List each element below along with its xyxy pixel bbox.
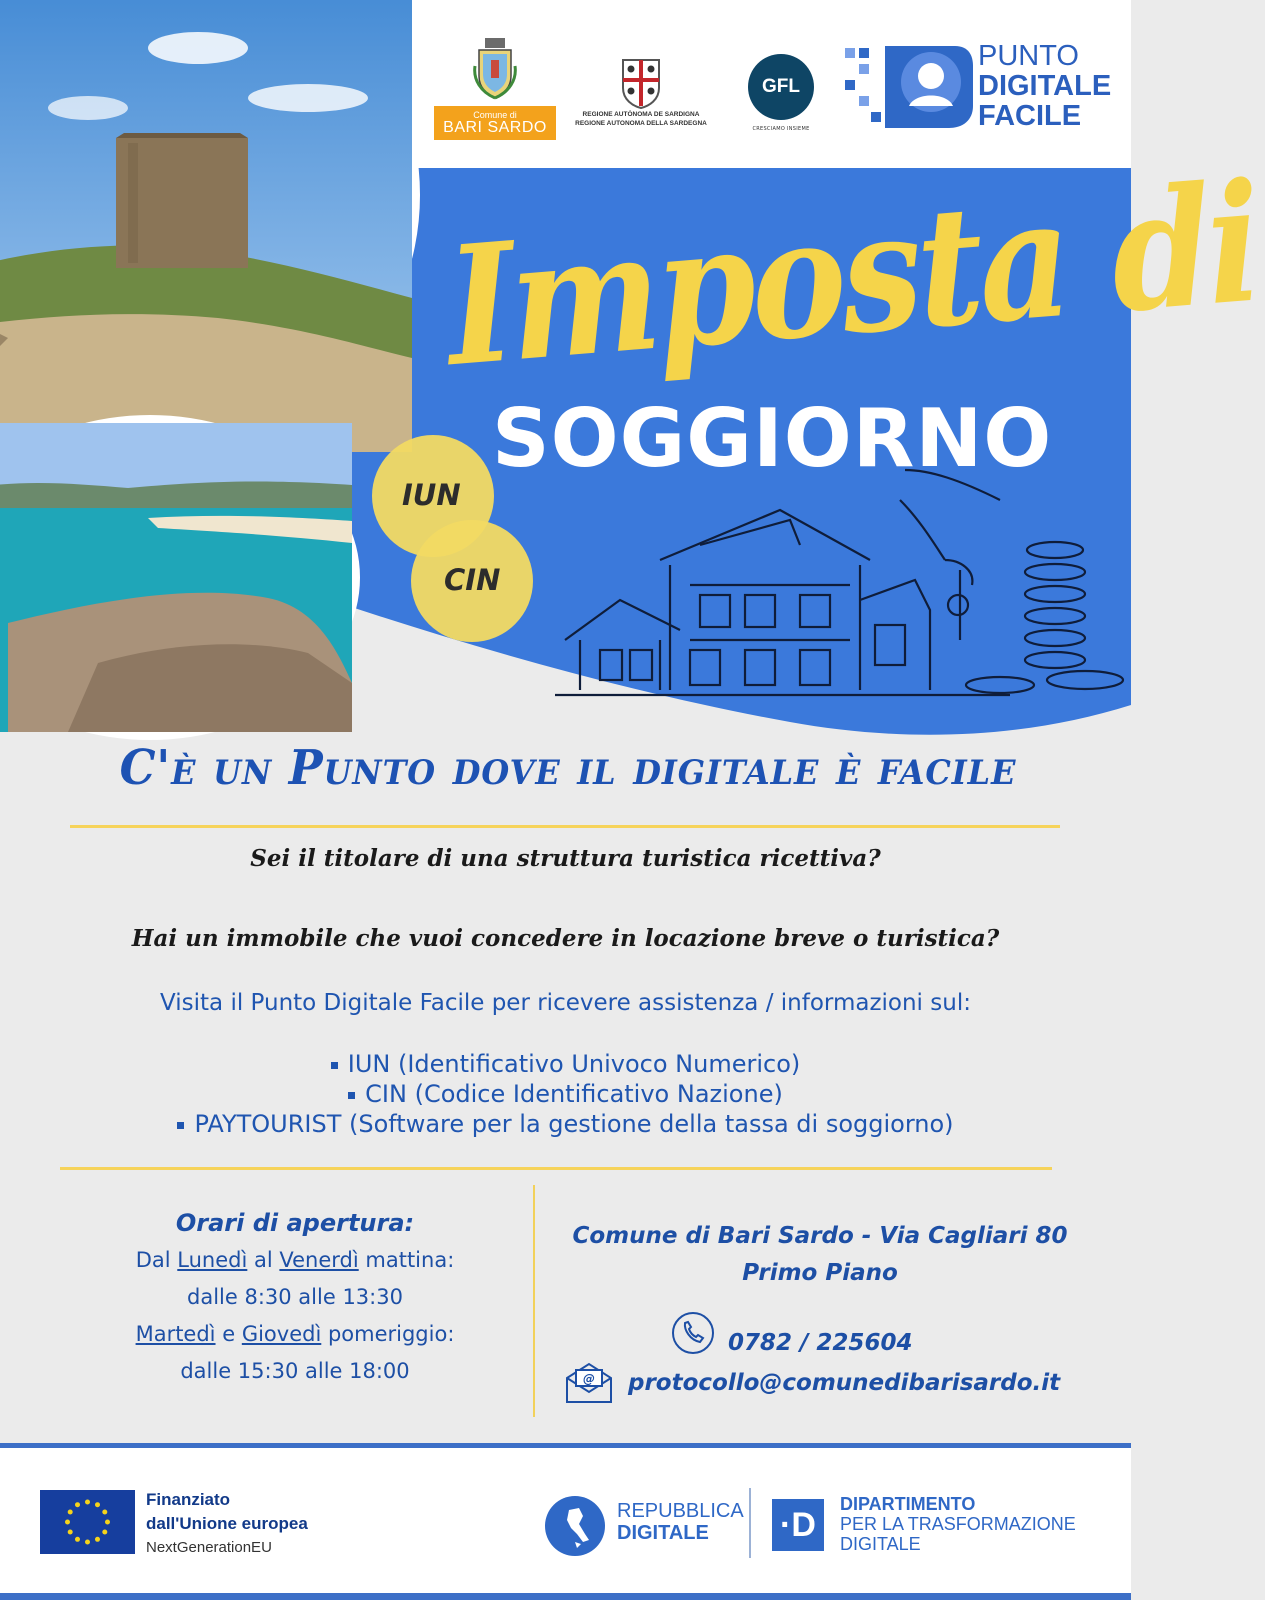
pdf-person-icon (845, 36, 975, 136)
eu-line-3: NextGenerationEU (146, 1539, 272, 1556)
eu-line-2: dall'Unione europea (146, 1514, 308, 1533)
hours-text: pomeriggio: (321, 1322, 455, 1346)
dt-line-3: DIGITALE (840, 1534, 921, 1554)
gfl-logo (742, 54, 820, 132)
rd-line-2: DIGITALE (617, 1522, 709, 1544)
comune-logo-line1: Comune di (473, 109, 517, 120)
repubblica-digitale-text (617, 1500, 744, 1544)
hours-text: mattina: (358, 1248, 455, 1272)
slogan: C'è un Punto dove il digitale è facile (119, 740, 1017, 796)
cin-badge-label: CIN (444, 563, 501, 597)
email-icon (564, 1362, 614, 1404)
dt-line-2: PER LA TRASFORMAZIONE (840, 1514, 1076, 1534)
hours-day: Lunedì (177, 1248, 248, 1272)
tower-photo (0, 0, 420, 460)
hours-day: Venerdì (279, 1248, 359, 1272)
hours-text: e (215, 1322, 242, 1346)
eu-flag-icon (40, 1490, 135, 1554)
phone-icon (670, 1310, 716, 1356)
regione-logo-line2: REGIONE AUTONOMA DELLA SARDEGNA (575, 120, 707, 128)
service-item (0, 1110, 1131, 1138)
service-item (0, 1080, 1131, 1108)
divider-top (70, 825, 1060, 828)
comune-logo (432, 36, 558, 140)
footer-separator (749, 1488, 751, 1558)
bullet-icon (331, 1062, 338, 1069)
email-row[interactable] (564, 1362, 1060, 1404)
dt-line-1: DIPARTIMENTO (840, 1494, 976, 1514)
gfl-mark: GFL (748, 54, 814, 120)
iun-badge-label: IUN (402, 478, 461, 512)
question-2: Hai un immobile che vuoi concedere in locazione breve o turistica? (131, 925, 1000, 952)
opening-hours-line-1 (60, 1242, 530, 1279)
bullet-icon (177, 1122, 184, 1129)
hero-title-script: Imposta di (442, 147, 1263, 404)
email-address[interactable]: protocollo@comunedibarisardo.it (628, 1370, 1061, 1396)
sea-photo (0, 415, 360, 740)
repubblica-digitale-icon (545, 1496, 605, 1556)
contacts (560, 1218, 1080, 1396)
service-item (0, 1050, 1131, 1078)
opening-hours-line-2: dalle 8:30 alle 13:30 (187, 1285, 403, 1309)
comune-logo-line2: BARI SARDO (443, 118, 547, 136)
comune-logo-tag (434, 106, 556, 140)
floor: Primo Piano (742, 1260, 898, 1286)
pdf-word-2: DIGITALE (978, 70, 1112, 102)
visit-text: Visita il Punto Digitale Facile per ricevere assistenza / informazioni sul: (160, 990, 971, 1016)
footer-bottom-line (0, 1593, 1131, 1600)
hours-day: Martedì (135, 1322, 216, 1346)
address: Comune di Bari Sardo - Via Cagliari 80 (572, 1223, 1068, 1249)
question-1: Sei il titolare di una struttura turistica ricettiva? (250, 845, 881, 872)
regione-logo-line1: REGIONE AUTÒNOMA DE SARDIGNA (582, 111, 700, 118)
rd-line-1: REPUBBLICA (617, 1500, 744, 1522)
hero-title-bold: SOGGIORNO (492, 392, 1053, 485)
phone-row[interactable] (670, 1310, 912, 1356)
bullet-icon (348, 1092, 355, 1099)
regione-shield-icon (619, 56, 663, 110)
service-label: PAYTOURIST (Software per la gestione della tassa di soggiorno) (194, 1110, 954, 1138)
service-label: CIN (Codice Identificativo Nazione) (365, 1080, 783, 1108)
opening-hours (60, 1205, 530, 1390)
dipartimento-text (840, 1494, 1076, 1554)
svg-text:@: @ (583, 1372, 595, 1386)
gfl-tagline: CRESCIAMO INSIEME (752, 126, 810, 132)
dipartimento-mark: ·D (772, 1499, 824, 1551)
phone-number[interactable]: 0782 / 225604 (728, 1330, 913, 1356)
pdf-word-1: PUNTO (978, 40, 1079, 72)
eu-line-1: Finanziato (146, 1490, 231, 1509)
eu-funding-text (146, 1488, 308, 1560)
hours-text: Dal (135, 1248, 178, 1272)
opening-hours-title: Orari di apertura: (175, 1209, 415, 1237)
opening-hours-line-4: dalle 15:30 alle 18:00 (180, 1359, 410, 1383)
hours-day: Giovedì (241, 1322, 322, 1346)
hours-text: al (247, 1248, 280, 1272)
regione-logo (566, 56, 716, 128)
pdf-word-3: FACILE (978, 100, 1082, 132)
comune-crest-icon (471, 36, 519, 100)
vertical-divider (533, 1185, 535, 1417)
divider-bottom (60, 1167, 1052, 1170)
opening-hours-line-3 (60, 1316, 530, 1353)
service-label: IUN (Identificativo Univoco Numerico) (347, 1050, 801, 1078)
